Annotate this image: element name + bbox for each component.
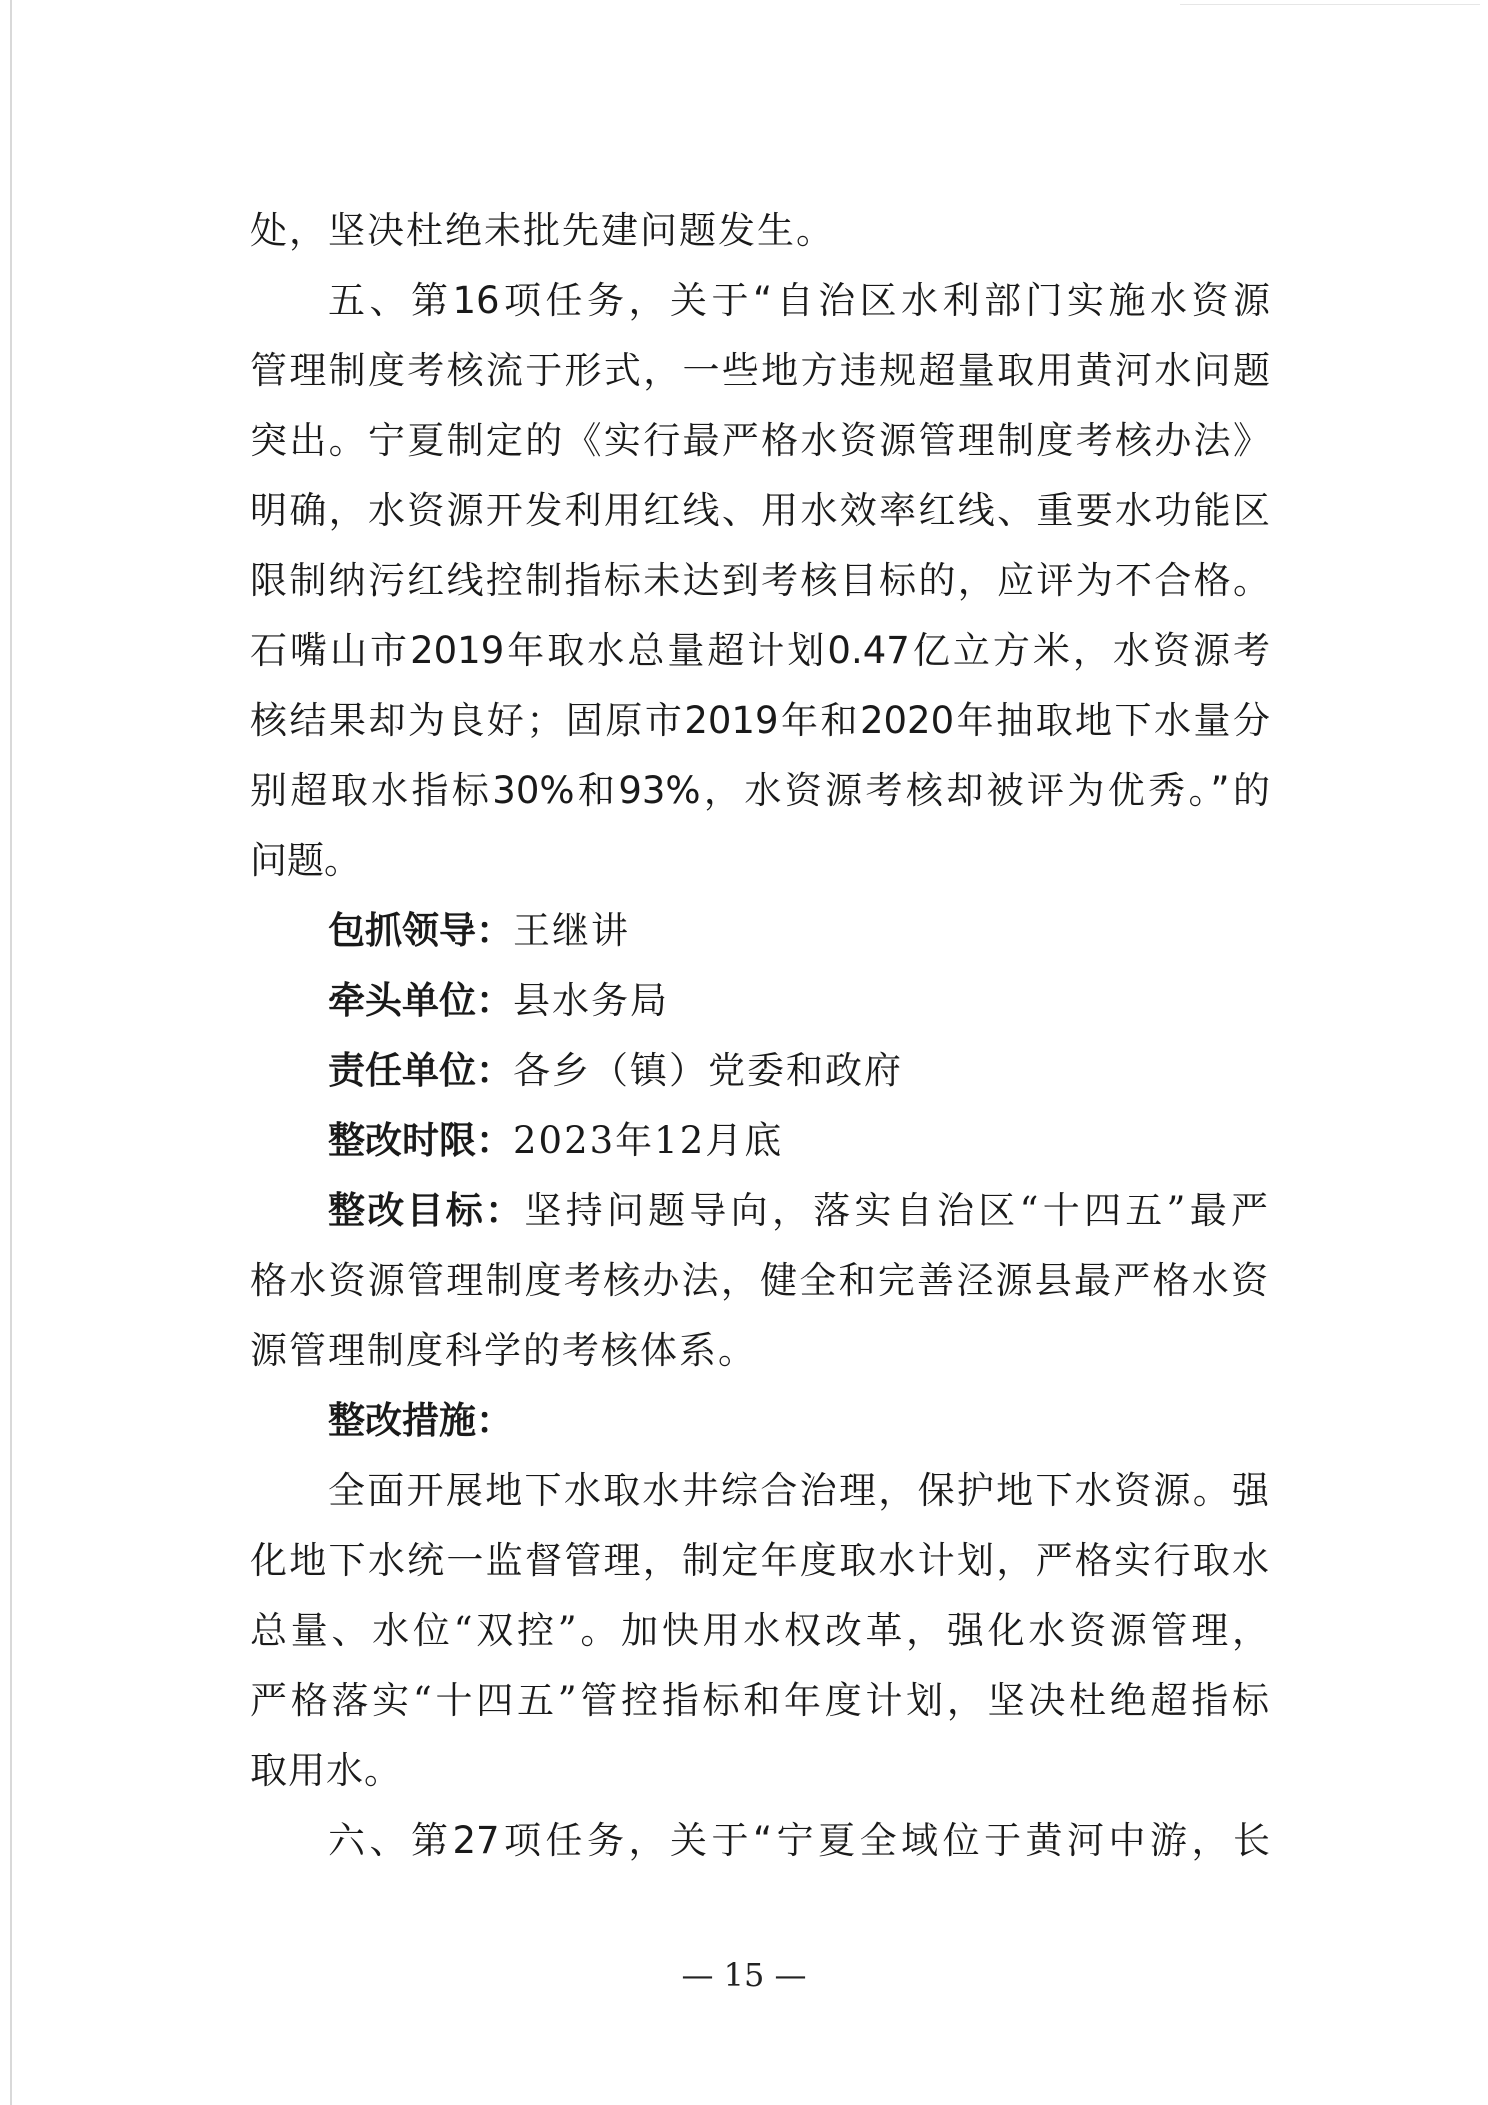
- section5-line-9: 问题。: [250, 839, 361, 882]
- continuation-line: 处，坚决杜绝未批先建问题发生。: [250, 209, 835, 252]
- deadline-label: 整改时限：: [328, 1119, 513, 1162]
- leader-label: 包抓领导：: [328, 909, 513, 952]
- section5-line-2: 管理制度考核流于形式，一些地方违规超量取用黄河水问题: [250, 349, 1270, 392]
- lead-unit-label: 牵头单位：: [328, 979, 513, 1022]
- section6-start: 六、第27项任务，关于“宁夏全域位于黄河中游，长: [328, 1819, 1270, 1862]
- deadline-value: 2023年12月底: [513, 1119, 784, 1162]
- section5-line-1: 五、第16项任务，关于“自治区水利部门实施水资源: [328, 279, 1270, 322]
- page-number: — 15 —: [681, 1956, 807, 1994]
- section5-line-5: 限制纳污红线控制指标未达到考核目标的，应评为不合格。: [250, 559, 1270, 602]
- section-5: [250, 266, 1270, 1806]
- document-body: [250, 196, 1270, 1876]
- responsible-value: 各乡（镇）党委和政府: [513, 1049, 903, 1092]
- section5-line-3: 突出。宁夏制定的《实行最严格水资源管理制度考核办法》: [250, 419, 1270, 462]
- measures-line-1: 全面开展地下水取水井综合治理，保护地下水资源。强: [328, 1469, 1270, 1512]
- section5-line-8: 别超取水指标30%和93%，水资源考核却被评为优秀。”的: [250, 769, 1270, 812]
- section5-line-4: 明确，水资源开发利用红线、用水效率红线、重要水功能区: [250, 489, 1270, 532]
- scan-edge: [10, 0, 12, 2105]
- section5-line-7: 核结果却为良好；固原市2019年和2020年抽取地下水量分: [250, 699, 1270, 742]
- goal-row: [250, 1176, 1270, 1246]
- measures-label: 整改措施：: [328, 1399, 513, 1442]
- measures-line-3: 总量、水位“双控”。加快用水权改革，强化水资源管理，: [250, 1609, 1270, 1652]
- responsible-label: 责任单位：: [328, 1049, 513, 1092]
- goal-line-3: 源管理制度科学的考核体系。: [250, 1329, 757, 1372]
- lead-unit-row: [250, 966, 1270, 1036]
- measures-line-4: 严格落实“十四五”管控指标和年度计划，坚决杜绝超指标: [250, 1679, 1270, 1722]
- deadline-row: [250, 1106, 1270, 1176]
- lead-unit-value: 县水务局: [513, 979, 669, 1022]
- leader-row: [250, 896, 1270, 966]
- leader-value: 王继讲: [513, 909, 630, 952]
- responsible-row: [250, 1036, 1270, 1106]
- goal-label: 整改目标：: [328, 1189, 525, 1232]
- goal-line-2: 格水资源管理制度考核办法，健全和完善泾源县最严格水资: [250, 1259, 1270, 1302]
- scan-edge-top: [1180, 4, 1480, 5]
- section5-line-6: 石嘴山市2019年取水总量超计划0.47亿立方米，水资源考: [250, 629, 1270, 672]
- measures-heading: [250, 1386, 1270, 1456]
- goal-line-1: 坚持问题导向，落实自治区“十四五”最严: [524, 1189, 1270, 1232]
- measures-line-2: 化地下水统一监督管理，制定年度取水计划，严格实行取水: [250, 1539, 1270, 1582]
- measures-line-5: 取用水。: [250, 1749, 402, 1792]
